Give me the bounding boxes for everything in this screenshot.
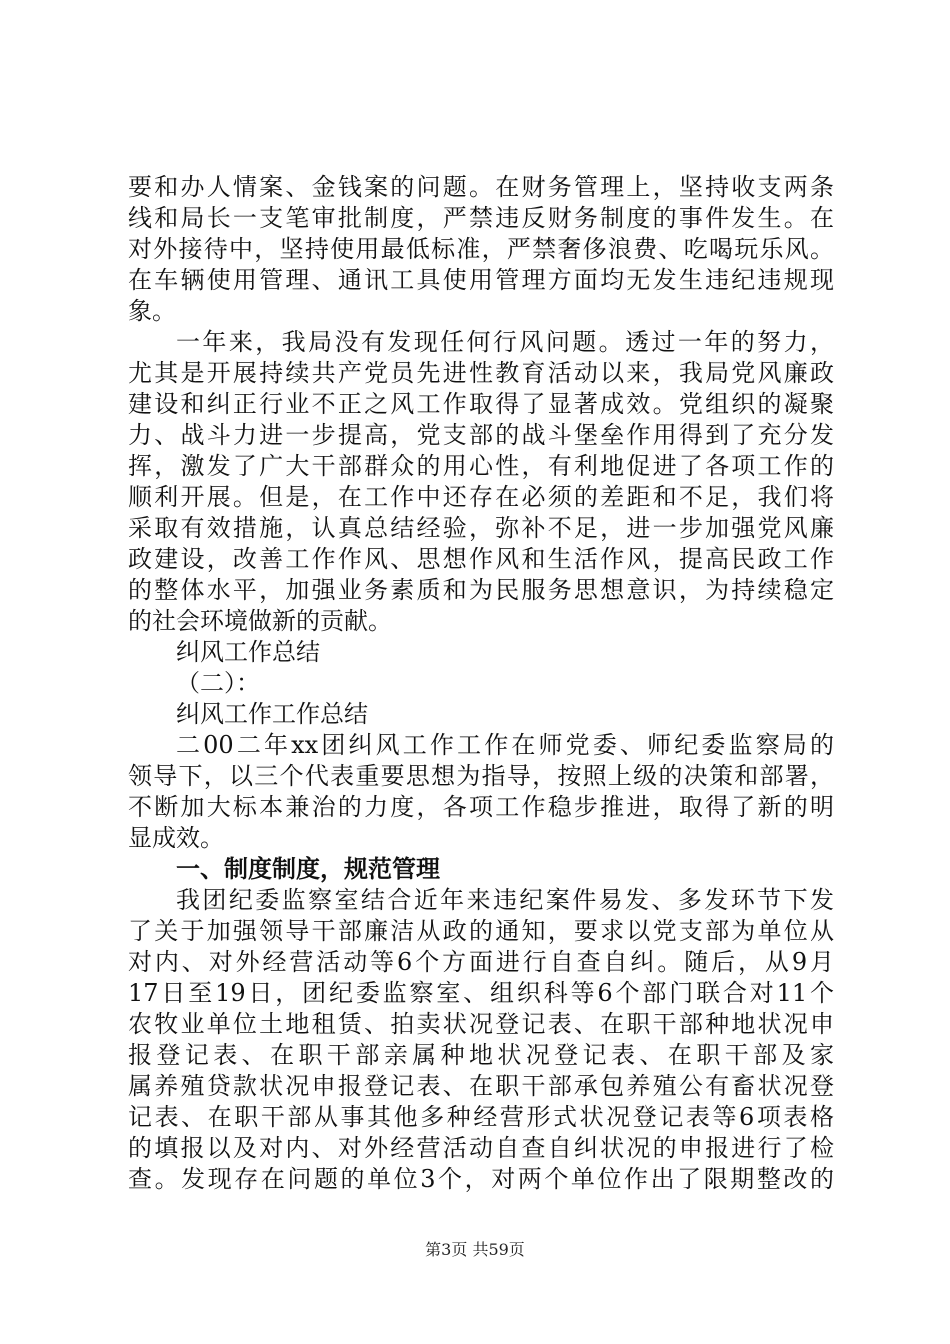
text-line: 政建设，改善工作作风、思想作风和生活作风，提高民政工作 (128, 545, 834, 573)
text-line: 象。 (128, 297, 176, 325)
page-footer: 第3页 共59页 (425, 1240, 525, 1259)
text-line: 力、战斗力进一步提高，党支部的战斗堡垒作用得到了充分发 (128, 421, 834, 449)
text-line: 属养殖贷款状况申报登记表、在职干部承包养殖公有畜状况登 (128, 1072, 834, 1100)
text-line: 对内、对外经营活动等6个方面进行自查自纠。随后，从9月 (128, 948, 834, 976)
section-subtitle: （二）： (176, 669, 260, 697)
text-line: 的填报以及对内、对外经营活动自查自纠状况的申报进行了检 (128, 1134, 834, 1162)
text-line: 的社会环境做新的贡献。 (128, 607, 392, 635)
document-body (128, 172, 834, 1195)
paragraph-start-line: 一年来，我局没有发现任何行风问题。透过一年的努力， (176, 328, 834, 356)
text-line: 显成效。 (128, 824, 224, 852)
text-line: 顺利开展。但是，在工作中还存在必须的差距和不足，我们将 (128, 483, 834, 511)
paragraph-start-line: 我团纪委监察室结合近年来违纪案件易发、多发环节下发 (176, 886, 834, 914)
text-line: 建设和纠正行业不正之风工作取得了显著成效。党组织的凝聚 (128, 390, 834, 418)
text-line: 查。发现存在问题的单位3个，对两个单位作出了限期整改的 (128, 1165, 834, 1193)
text-line: 报登记表、在职干部亲属种地状况登记表、在职干部及家 (128, 1041, 834, 1069)
text-line: 线和局长一支笔审批制度，严禁违反财务制度的事件发生。在 (128, 204, 834, 232)
text-line: 对外接待中，坚持使用最低标准，严禁奢侈浪费、吃喝玩乐风。 (128, 235, 834, 263)
text-line: 要和办人情案、金钱案的问题。在财务管理上，坚持收支两条 (128, 173, 834, 201)
text-line: 记表、在职干部从事其他多种经营形式状况登记表等6项表格 (128, 1103, 834, 1131)
text-line: 不断加大标本兼治的力度，各项工作稳步推进，取得了新的明 (128, 793, 834, 821)
text-line: 农牧业单位土地租赁、拍卖状况登记表、在职干部种地状况申 (128, 1010, 834, 1038)
text-line: 的整体水平，加强业务素质和为民服务思想意识，为持续稳定 (128, 576, 834, 604)
text-line: 挥，激发了广大干部群众的用心性，有利地促进了各项工作的 (128, 452, 834, 480)
text-line: 领导下，以三个代表重要思想为指导，按照上级的决策和部署， (128, 762, 834, 790)
section-heading: 一、制度制度，规范管理 (176, 855, 440, 883)
section-title: 纠风工作总结 (176, 638, 320, 666)
text-line: 尤其是开展持续共产党员先进性教育活动以来，我局党风廉政 (128, 359, 834, 387)
text-line: 了关于加强领导干部廉洁从政的通知，要求以党支部为单位从 (128, 917, 834, 945)
text-line: 17日至19日，团纪委监察室、组织科等6个部门联合对11个 (128, 979, 834, 1007)
text-line: 采取有效措施，认真总结经验，弥补不足，进一步加强党风廉 (128, 514, 834, 542)
paragraph-start-line: 二00二年xx团纠风工作工作在师党委、师纪委监察局的 (176, 731, 834, 759)
text-line: 在车辆使用管理、通讯工具使用管理方面均无发生违纪违规现 (128, 266, 834, 294)
section-title: 纠风工作工作总结 (176, 700, 368, 728)
